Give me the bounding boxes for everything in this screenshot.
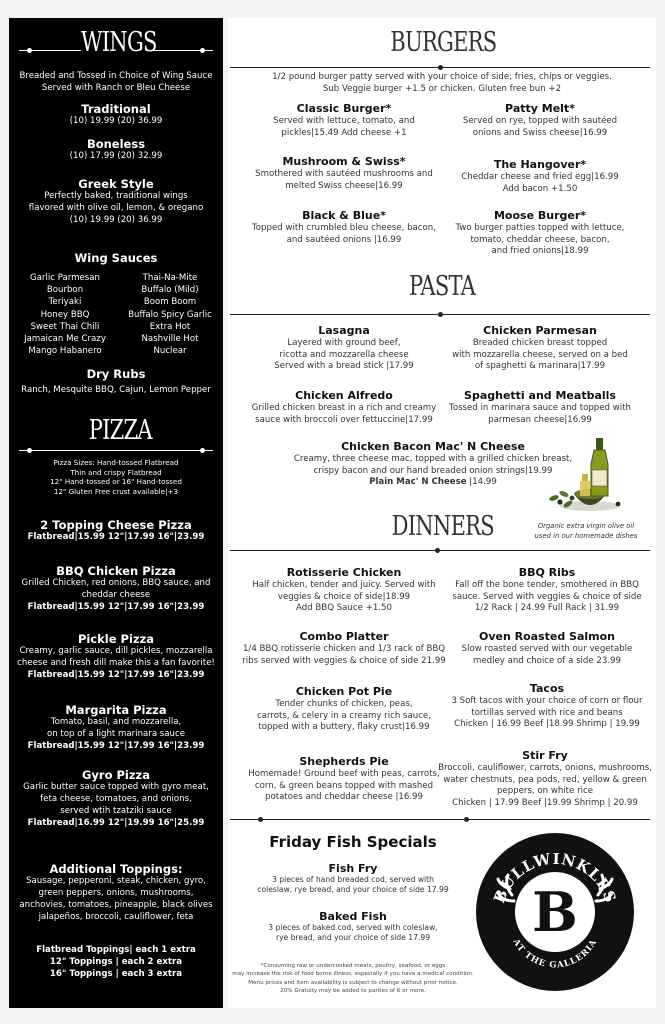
item-name: Black & Blue* xyxy=(302,209,386,222)
pizza-item xyxy=(9,704,223,752)
item-desc: ricotta and mozzarella cheese xyxy=(279,349,409,360)
logo-subtitle: AT THE GALLERIA xyxy=(510,937,600,971)
item-desc: 3 pieces of hand breaded cod, served with xyxy=(272,874,434,884)
item-desc: carrots, & celery in a creamy rich sauce, xyxy=(257,710,431,721)
toppings-line: jalapeños, broccoli, cauliflower, feta xyxy=(38,912,194,922)
dry-rubs-list: Ranch, Mesquite BBQ, Cajun, Lemon Pepper xyxy=(21,385,211,395)
pizza-title: PIZZA xyxy=(88,415,152,446)
item-desc: Slow roasted served with our vegetable xyxy=(461,644,633,654)
item-price: (10) 17.99 (20) 32.99 xyxy=(69,151,163,161)
item-desc: Homemade! Ground beef with peas, carrots, xyxy=(248,769,440,779)
item-name: Spaghetti and Meatballs xyxy=(464,389,616,402)
pizza-sizes xyxy=(9,458,223,496)
sauce-item: Boom Boom xyxy=(143,297,197,308)
item-price: Flatbread|15.99 12"|17.99 16"|23.99 xyxy=(27,741,205,751)
burgers-intro-line: Sub Veggie burger +1.5 or chicken. Gluten free bun +2 xyxy=(322,83,562,94)
item-name: Fish Fry xyxy=(328,862,378,875)
right-panel xyxy=(228,18,656,1008)
plain-mac-label: Plain Mac' N Cheese xyxy=(369,477,467,487)
disclaimer xyxy=(228,962,478,996)
item-desc: Fall off the bone tender, smothered in BBQ xyxy=(455,580,639,590)
logo-name: BULLWINKLES xyxy=(490,849,620,906)
item-desc: and sautéed onions |16.99 xyxy=(286,234,402,245)
burgers-title: BURGERS xyxy=(390,27,497,58)
burgers-intro-line: 1/2 pound burger patty served with your choice of side; fries, chips or veggies. xyxy=(272,72,612,82)
wings-boneless xyxy=(9,138,223,162)
olive-oil-bottle-icon xyxy=(544,434,634,516)
pasta-title: PASTA xyxy=(401,272,482,302)
sauce-item: Mango Habanero xyxy=(28,346,102,357)
item-desc: served wtih tzatziki sauce xyxy=(60,806,172,816)
topping-price-line: 12" Toppings | each 2 extra xyxy=(49,957,183,967)
pizza-size-line: 12" Gluten Free crust available|+3 xyxy=(53,486,179,496)
item-price: Flatbread|15.99 12"|17.99 16"|23.99 xyxy=(27,532,205,542)
item-desc: Topped with crumbled bleu cheese, bacon, xyxy=(252,223,436,233)
rule-dot xyxy=(438,65,443,70)
item-name: Chicken Parmesan xyxy=(483,324,597,337)
toppings-line: anchovies, tomatoes, pineapple, black olives xyxy=(19,900,213,910)
item-name: BBQ Chicken Pizza xyxy=(56,564,176,578)
item-name: Gyro Pizza xyxy=(81,768,151,782)
item-desc: Add BBQ Sauce +1.50 xyxy=(296,603,392,613)
dinner-item xyxy=(244,755,444,804)
item-desc: Chicken | 17.99 Beef |19.99 Shrimp | 20.99 xyxy=(452,797,638,808)
item-desc: of spaghetti & marinara|17.99 xyxy=(474,361,606,371)
sauce-item: Teriyaki xyxy=(48,297,82,308)
pizza-size-line: Thin and crispy Flatbread xyxy=(70,467,162,477)
wings-title: WINGS xyxy=(80,27,157,58)
wings-traditional xyxy=(9,103,223,127)
pizza-item xyxy=(9,769,223,829)
sauce-item: Garlic Parmesan xyxy=(30,273,100,283)
item-desc: with mozzarella cheese, served on a bed xyxy=(452,349,628,360)
item-desc: parmesan cheese|16.99 xyxy=(488,414,592,425)
wings-greek xyxy=(9,178,223,226)
item-desc: Grilled chicken breast in a rich and creamy xyxy=(251,403,437,413)
rule-dot xyxy=(200,448,205,453)
pizza-rule xyxy=(19,450,213,451)
item-name: Oven Roasted Salmon xyxy=(478,630,616,643)
pasta-item xyxy=(440,324,640,373)
pasta-item xyxy=(244,389,444,426)
item-desc: cheese and fresh dill make this a fan favorite! xyxy=(17,658,215,668)
burger-item xyxy=(440,102,640,139)
item-name: The Hangover* xyxy=(493,158,587,171)
item-desc: Two burger patties topped with lettuce, xyxy=(455,223,625,233)
item-desc: peppers, on white rice xyxy=(496,786,594,796)
item-desc: Tomato, basil, and mozzarella, xyxy=(50,717,182,727)
rule-dot xyxy=(27,48,32,53)
rule-dot xyxy=(27,448,32,453)
sauce-item: Buffalo Spicy Garlic xyxy=(128,309,212,320)
burger-item xyxy=(440,209,640,258)
sauces-right xyxy=(117,272,223,357)
fish-rule xyxy=(230,819,650,820)
item-desc: Served with a bread stick |17.99 xyxy=(274,361,414,371)
item-name: Stir Fry xyxy=(522,749,568,762)
item-desc: veggies & choice of side|18.99 xyxy=(277,591,411,602)
dinner-item xyxy=(236,630,452,667)
item-desc: Add bacon +1.50 xyxy=(502,183,578,194)
item-name: Pickle Pizza xyxy=(77,632,155,646)
fish-item xyxy=(228,864,478,896)
item-name: Greek Style xyxy=(78,177,154,191)
item-desc: 3 pieces of baked cod, served with coleslaw, xyxy=(268,922,438,932)
item-name: Chicken Bacon Mac' N Cheese xyxy=(341,440,525,453)
dry-rubs xyxy=(9,368,223,396)
sauce-item: Thai-Na-Mite xyxy=(142,273,198,283)
item-desc: cheddar cheese xyxy=(81,590,151,600)
disclaimer-line: Menu prices and item availability is subject to change without prior notice. xyxy=(248,979,458,986)
item-desc: medley and choice of a side 23.99 xyxy=(472,655,622,666)
sauce-item: Bourbon xyxy=(46,285,84,296)
topping-price-line: 16" Toppings | each 3 extra xyxy=(49,969,183,979)
dinner-item xyxy=(442,682,652,731)
olive-oil-caption xyxy=(522,521,650,541)
item-price: (10) 19.99 (20) 36.99 xyxy=(69,215,163,225)
item-name: Patty Melt* xyxy=(505,102,575,115)
item-name: Shepherds Pie xyxy=(299,755,389,768)
pizza-item xyxy=(9,565,223,613)
dinner-item xyxy=(442,566,652,615)
item-name: Baked Fish xyxy=(319,910,387,923)
item-desc: Half chicken, tender and juicy. Served with xyxy=(252,580,436,590)
dinners-title: DINNERS xyxy=(391,511,494,542)
item-desc: Creamy, three cheese mac, topped with a grilled chicken breast, xyxy=(293,454,573,464)
item-desc: 1/4 BBQ rotisserie chicken and 1/3 rack of BBQ xyxy=(242,644,446,654)
item-name: Lasagna xyxy=(318,324,370,337)
item-desc: ribs served with veggies & choice of side 21.99 xyxy=(242,655,446,666)
pizza-size-line: 12" Hand-tossed or 16" Hand-tossed xyxy=(50,477,182,486)
item-price: (10) 19.99 (20) 36.99 xyxy=(69,116,163,126)
item-desc: tortillas served with rice and beans xyxy=(471,707,623,718)
toppings-line: green peppers, onions, mushrooms, xyxy=(38,888,194,898)
item-name: Boneless xyxy=(86,137,146,151)
sauce-item: Jamaican Me Crazy xyxy=(24,334,106,345)
item-desc: pickles|15.49 Add cheese +1 xyxy=(281,127,407,138)
rule-dot xyxy=(258,817,263,822)
sauce-item: Buffalo (Mild) xyxy=(141,285,199,296)
disclaimer-line: *Consuming raw or undercooked meats, poultry, seafood, or eggs xyxy=(260,963,446,969)
item-desc: corn, & green beans topped with mashed xyxy=(254,780,434,791)
burger-item xyxy=(440,158,640,195)
item-desc: Breaded chicken breast topped xyxy=(472,338,608,348)
rule-dot xyxy=(200,48,205,53)
item-desc: topped with a buttery, flaky crust|16.99 xyxy=(258,722,430,732)
pizza-size-line: Pizza Sizes: Hand-tossed Flatbread xyxy=(53,458,179,467)
dinner-item xyxy=(434,749,656,809)
dinner-item xyxy=(244,566,444,615)
disclaimer-line: may increase the risk of food borne illness, especially if you have a medical condition. xyxy=(232,971,474,978)
fish-item xyxy=(228,912,478,944)
wings-intro-line: Served with Ranch or Bleu Cheese xyxy=(41,83,191,93)
item-desc: Garlic butter sauce topped with gyro meat, xyxy=(23,782,209,792)
pizza-item xyxy=(9,519,223,543)
pizza-item xyxy=(9,633,223,681)
rule-dot xyxy=(464,817,469,822)
burger-item xyxy=(244,209,444,246)
item-desc: sauce with broccoli over fettuccine|17.99 xyxy=(255,414,433,425)
item-desc: Smothered with sautéed mushrooms and xyxy=(255,169,433,179)
wings-intro xyxy=(9,70,223,94)
burgers-intro xyxy=(228,72,656,95)
sauces-left xyxy=(9,272,121,357)
item-price: Flatbread|16.99 12"|19.99 16"|25.99 xyxy=(27,818,205,828)
item-name: Mushroom & Swiss* xyxy=(282,155,406,168)
bullwinkles-logo xyxy=(474,831,636,993)
item-name: BBQ Ribs xyxy=(518,566,576,579)
item-name: 2 Topping Cheese Pizza xyxy=(40,518,192,532)
item-name: Traditional xyxy=(81,102,151,116)
dry-rubs-title: Dry Rubs xyxy=(86,367,146,381)
item-desc: Broccoli, cauliflower, carrots, onions, mushrooms, xyxy=(438,763,652,773)
item-desc: Served on rye, topped with sautéed xyxy=(462,116,618,126)
item-name: Classic Burger* xyxy=(296,102,392,115)
sauce-item: Sweet Thai Chili xyxy=(30,321,100,332)
rule-dot xyxy=(435,548,440,553)
item-desc: sauce. Served with veggies & choice of side xyxy=(452,591,642,602)
item-desc: tomato, cheddar cheese, bacon, xyxy=(470,234,610,245)
item-desc: onions and Swiss cheese|16.99 xyxy=(472,127,608,138)
item-desc: 3 Soft tacos with your choice of corn or flour xyxy=(451,696,643,706)
fish-title: Friday Fish Specials xyxy=(269,833,437,851)
burger-item xyxy=(244,102,444,139)
sauce-item: Extra Hot xyxy=(149,321,191,332)
item-price: Flatbread|15.99 12"|17.99 16"|23.99 xyxy=(27,602,205,612)
item-name: Tacos xyxy=(529,682,565,695)
burger-item xyxy=(244,155,444,192)
rule-dot xyxy=(438,312,443,317)
dinner-item xyxy=(244,685,444,734)
dinner-item xyxy=(442,630,652,667)
left-panel xyxy=(9,18,223,1008)
sauce-item: Nashville Hot xyxy=(141,334,199,345)
item-name: Rotisserie Chicken xyxy=(286,566,402,579)
item-desc: Creamy, garlic sauce, dill pickles, mozzarella xyxy=(19,646,213,656)
item-desc: Chicken | 16.99 Beef |18.99 Shrimp | 19.99 xyxy=(454,719,640,729)
logo-letter: B xyxy=(532,880,578,944)
item-desc: Tender chunks of chicken, peas, xyxy=(275,699,413,709)
item-name: Chicken Pot Pie xyxy=(295,685,393,698)
wing-sauces-title: Wing Sauces xyxy=(74,251,158,265)
dinners-rule xyxy=(230,550,650,551)
item-desc: potatoes and cheddar cheese |16.99 xyxy=(264,792,423,802)
item-name: Moose Burger* xyxy=(493,209,587,222)
item-desc: and fried onions|18.99 xyxy=(491,246,589,256)
item-name: Combo Platter xyxy=(299,630,389,643)
item-desc: rye bread, and your choice of side 17.99 xyxy=(275,933,431,942)
item-desc: coleslaw, rye bread, and your choice of side 17.99 xyxy=(257,885,449,894)
item-desc: Grilled Chicken, red onions, BBQ sauce, and xyxy=(21,578,211,588)
toppings-line: Sausage, pepperoni, steak, chicken, gyro, xyxy=(26,876,206,886)
item-desc: feta cheese, tomatoes, and onions, xyxy=(40,794,192,804)
sauce-item: Nuclear xyxy=(153,346,187,357)
topping-price-line: Flatbread Toppings| each 1 extra xyxy=(36,945,196,955)
item-desc: melted Swiss cheese|16.99 xyxy=(285,180,403,191)
toppings-title: Additional Toppings: xyxy=(49,862,183,876)
plain-mac-price: |14.99 xyxy=(466,477,497,487)
item-desc: Perfectly baked, traditional wings xyxy=(44,191,188,201)
item-desc: on top of a light marinara sauce xyxy=(46,729,186,739)
item-name: Chicken Alfredo xyxy=(295,389,393,402)
item-desc: crispy bacon and our hand breaded onion strings|19.99 xyxy=(313,465,553,476)
item-desc: flavored with olive oil, lemon, & oregano xyxy=(28,203,204,213)
caption-line: Organic extra virgin olive oil xyxy=(537,522,635,530)
pasta-item xyxy=(244,324,444,373)
item-desc: Cheddar cheese and fried egg|16.99 xyxy=(461,172,619,182)
pasta-item xyxy=(440,389,640,426)
additional-toppings xyxy=(9,863,223,923)
item-name: Margarita Pizza xyxy=(65,703,167,717)
wings-intro-line: Breaded and Tossed in Choice of Wing Sauce xyxy=(19,71,213,81)
item-desc: water chestnuts, pea pods, red, yellow & green xyxy=(443,774,647,785)
item-desc: Tossed in marinara sauce and topped with xyxy=(449,403,631,413)
item-price: Flatbread|15.99 12"|17.99 16"|23.99 xyxy=(27,670,205,680)
sauce-item: Honey BBQ xyxy=(40,309,90,320)
item-desc: Layered with ground beef, xyxy=(287,338,401,348)
caption-line: used in our homemade dishes xyxy=(534,532,638,540)
item-desc: 1/2 Rack | 24.99 Full Rack | 31.99 xyxy=(474,603,620,613)
item-desc: Served with lettuce, tomato, and xyxy=(273,116,415,126)
disclaimer-line: 20% Gratuity may be added to parties of 6 or more. xyxy=(280,988,426,995)
topping-prices xyxy=(9,944,223,980)
